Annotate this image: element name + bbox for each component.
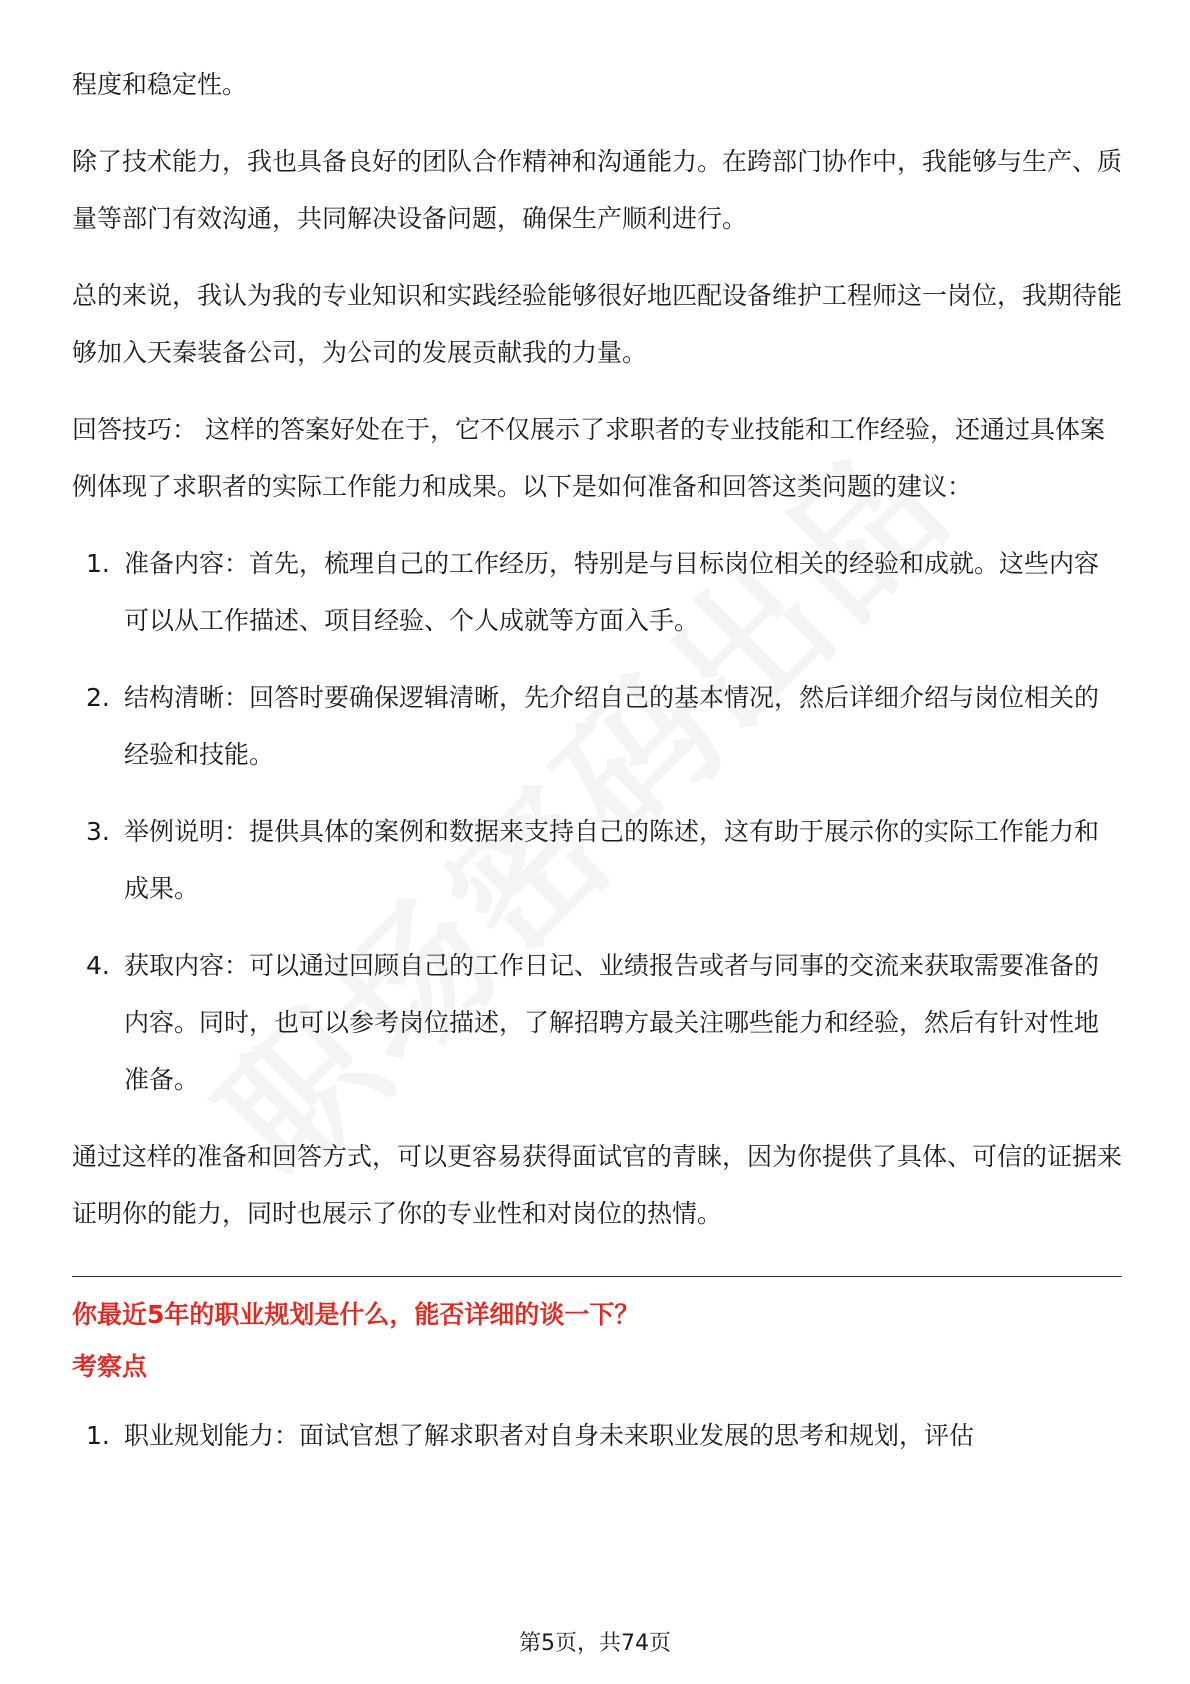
- section-divider: [72, 1276, 1122, 1277]
- page-number: 第5页，共74页: [519, 1631, 671, 1656]
- list-text: 准备内容：首先，梳理自己的工作经历，特别是与目标岗位相关的经验和成就。这些内容可以从工作描述、项目经验、个人成就等方面入手。: [124, 549, 1100, 635]
- list-number: 4.: [86, 951, 110, 980]
- list-item: [72, 803, 1122, 917]
- question-heading: 你最近5年的职业规划是什么，能否详细的谈一下？: [72, 1300, 640, 1329]
- list-item: [72, 1407, 1122, 1464]
- tips-list: [72, 535, 1122, 1108]
- list-item: [72, 937, 1122, 1108]
- list-text: 获取内容：可以通过回顾自己的工作日记、业绩报告或者与同事的交流来获取需要准备的内容。同时，也可以参考岗位描述，了解招聘方最关注哪些能力和经验，然后有针对性地准备。: [124, 951, 1100, 1094]
- paragraph-answer-tips: 回答技巧： 这样的答案好处在于，它不仅展示了求职者的专业技能和工作经验，还通过具体案例体现了求职者的实际工作能力和成果。以下是如何准备和回答这类问题的建议：: [72, 415, 1105, 501]
- points-list: [72, 1407, 1122, 1464]
- list-number: 1.: [86, 549, 110, 578]
- paragraph-continuation: 程度和稳定性。: [72, 70, 248, 99]
- list-text: 结构清晰：回答时要确保逻辑清晰，先介绍自己的基本情况，然后详细介绍与岗位相关的经验和技能。: [124, 683, 1100, 769]
- section-label: 考察点: [72, 1352, 148, 1381]
- paragraph-closing: 通过这样的准备和回答方式，可以更容易获得面试官的青睐，因为你提供了具体、可信的证据来证明你的能力，同时也展示了你的专业性和对岗位的热情。: [72, 1142, 1123, 1228]
- list-text: 举例说明：提供具体的案例和数据来支持自己的陈述，这有助于展示你的实际工作能力和成果。: [124, 817, 1100, 903]
- list-number: 2.: [86, 683, 110, 712]
- page-content: [72, 56, 1122, 1484]
- list-number: 1.: [86, 1421, 110, 1450]
- paragraph-summary: 总的来说，我认为我的专业知识和实践经验能够很好地匹配设备维护工程师这一岗位，我期待能够加入天秦装备公司，为公司的发展贡献我的力量。: [72, 281, 1123, 367]
- paragraph-teamwork: 除了技术能力，我也具备良好的团队合作精神和沟通能力。在跨部门协作中，我能够与生产、质量等部门有效沟通，共同解决设备问题，确保生产顺利进行。: [72, 147, 1123, 233]
- list-number: 3.: [86, 817, 110, 846]
- list-item: [72, 535, 1122, 649]
- list-text: 职业规划能力：面试官想了解求职者对自身未来职业发展的思考和规划，评估: [124, 1421, 975, 1450]
- list-item: [72, 669, 1122, 783]
